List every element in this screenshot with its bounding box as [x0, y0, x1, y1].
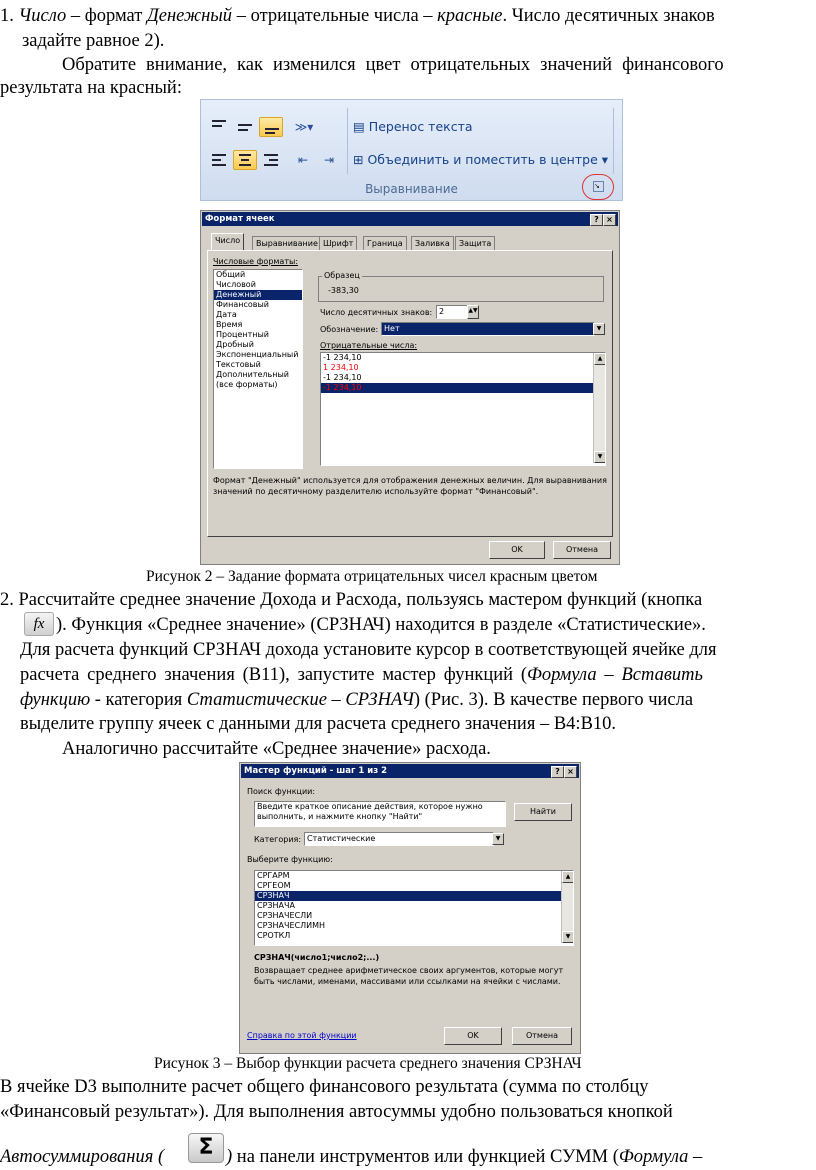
ribbon-separator [347, 108, 348, 174]
formats-list[interactable] [213, 269, 303, 469]
ok-button[interactable]: OK [444, 1027, 502, 1045]
para1-line2: задайте равное 2). [22, 31, 165, 51]
decimals-spinner[interactable]: ▲▼ [467, 305, 479, 319]
dialog-title: Формат ячеек [205, 214, 275, 224]
list-item[interactable]: СРЗНАЧ [255, 891, 573, 901]
description-line: значений по десятичному разделителю используйте формат "Финансовый". [213, 487, 539, 496]
text: – формат [66, 6, 147, 26]
tab-alignment[interactable]: Выравнивание [252, 236, 322, 250]
figure3-caption: Рисунок 3 – Выбор функции расчета среднего значения СРЗНАЧ [154, 1055, 582, 1072]
dialog-titlebar [202, 212, 618, 226]
list-item[interactable]: СРЗНАЧА [257, 901, 295, 910]
scroll-up-icon[interactable]: ▲ [594, 353, 606, 365]
decrease-indent-icon[interactable]: ⇤ [297, 153, 309, 167]
scroll-up-icon[interactable]: ▲ [562, 871, 574, 883]
list-item[interactable]: СРГАРМ [257, 871, 290, 880]
sample-value: -383,30 [328, 286, 359, 295]
launcher-highlight [582, 174, 614, 200]
scroll-down-icon[interactable]: ▼ [562, 931, 574, 943]
para2-line4 [20, 664, 703, 686]
para2-line7: Аналогично рассчитайте «Среднее значение» расхода. [62, 739, 491, 759]
chevron-down-icon[interactable]: ▼ [492, 833, 504, 845]
para1-line1 [0, 5, 715, 27]
orientation-icon[interactable]: ≫▾ [294, 120, 314, 134]
text: – отрицательные числа – [232, 6, 438, 26]
choose-function-label: Выберите функцию: [247, 855, 333, 864]
text: . Число десятичных знаков [502, 6, 715, 26]
decimals-input[interactable]: 2 [436, 305, 468, 319]
italic-text: Число [18, 6, 67, 26]
negative-numbers-list[interactable] [320, 352, 606, 466]
wrap-text-button[interactable]: ▤ Перенос текста [353, 119, 473, 134]
para2-line5 [20, 689, 693, 711]
tab-border[interactable]: Граница [363, 236, 407, 250]
para3-line1: В ячейке D3 выполните расчет общего финансового результата (сумма по столбцу [0, 1077, 649, 1097]
dialog-title: Мастер функций - шаг 1 из 2 [244, 766, 388, 776]
para2-line1: 2. Рассчитайте среднее значение Дохода и Расхода, пользуясь мастером функций (кнопка [0, 590, 703, 610]
increase-indent-icon[interactable]: ⇥ [323, 153, 335, 167]
description-line: Формат "Денежный" используется для отображения денежных величин. Для выравнивания [213, 476, 607, 485]
sample-label: Образец [324, 271, 360, 280]
list-item[interactable]: СРЗНАЧЕСЛИ [257, 911, 313, 920]
wrap-text-label: Перенос текста [368, 119, 473, 134]
list-item[interactable]: Экспоненциальный [216, 350, 299, 359]
function-wizard-dialog [239, 762, 581, 1054]
merge-center-label: Объединить и поместить в центре [367, 152, 598, 167]
help-link[interactable]: Справка по этой функции [247, 1031, 357, 1040]
para3-line3-rest [226, 1146, 702, 1168]
symbol-select[interactable]: Нет [381, 322, 595, 336]
para3-line2: «Финансовый результат»). Для выполнения автосуммы удобно пользоваться кнопкой [0, 1102, 673, 1122]
function-description-line: Возвращает среднее арифметическое своих аргументов, которые могут [254, 966, 564, 975]
italic-text: функцию [20, 690, 91, 710]
format-cells-dialog [200, 210, 620, 565]
italic-text: красные [437, 6, 503, 26]
italic-text: Формула – Вставить [527, 665, 703, 685]
find-button[interactable]: Найти [514, 803, 572, 821]
close-button[interactable]: × [564, 766, 577, 778]
scrollbar[interactable] [561, 871, 573, 943]
figure2-caption: Рисунок 2 – Задание формата отрицательных чисел красным цветом [146, 568, 598, 585]
launcher-icon[interactable]: ↘ [593, 181, 604, 192]
tab-fill[interactable]: Заливка [411, 236, 454, 250]
list-item[interactable]: -1 234,10 [323, 373, 362, 382]
function-description-line: быть числами, именами, массивами или ссылками на ячейки с числами. [254, 977, 561, 986]
italic-text: ) [226, 1147, 233, 1167]
formats-label: Числовые форматы: [213, 257, 299, 266]
search-label: Поиск функции: [247, 787, 316, 796]
list-item[interactable]: Финансовый [216, 300, 269, 309]
para2-line3: Для расчета функций СРЗНАЧ дохода установите курсор в соответствующей ячейке для [20, 640, 717, 660]
list-item[interactable]: СРГЕОМ [257, 881, 291, 890]
text: расчета среднего значения (В11), запустите мастер функций ( [20, 665, 528, 685]
para1-line3: Обратите внимание, как изменился цвет отрицательных значений финансового [62, 55, 724, 75]
para2-line2: ). Функция «Среднее значение» (СРЗНАЧ) находится в разделе «Статистические». [56, 615, 706, 635]
italic-text: Статистические – СРЗНАЧ [186, 690, 414, 710]
cancel-button[interactable]: Отмена [553, 541, 611, 559]
align-center-icon[interactable] [233, 150, 257, 170]
fx-icon: fx [24, 612, 54, 636]
negative-label: Отрицательные числа: [320, 341, 418, 350]
symbol-label: Обозначение: [320, 325, 379, 334]
list-item[interactable]: Общий [216, 270, 246, 279]
text: на панели инструментов или функцией СУММ ( [232, 1147, 619, 1167]
help-button[interactable]: ? [590, 214, 603, 226]
chevron-down-icon[interactable]: ▼ [593, 323, 605, 335]
close-button[interactable]: × [603, 214, 616, 226]
cancel-button[interactable]: Отмена [512, 1027, 572, 1045]
italic-text: Автосуммирования ( [0, 1147, 165, 1167]
list-item[interactable]: Дата [216, 310, 237, 319]
para2-line6: выделите группу ячеек с данными для расчета среднего значения – В4:В10. [20, 714, 617, 734]
list-item[interactable]: Числовой [216, 280, 256, 289]
list-number: 1. [0, 6, 14, 26]
para1-line4: результата на красный: [0, 78, 182, 98]
align-top-icon[interactable] [207, 117, 231, 137]
ribbon-alignment-group [200, 99, 623, 201]
search-input[interactable] [254, 801, 506, 827]
list-item[interactable]: Дополнительный [216, 370, 289, 379]
align-left-icon[interactable] [207, 150, 231, 170]
list-item[interactable]: (все форматы) [216, 380, 278, 389]
list-item[interactable]: -1 234,10 [323, 353, 362, 362]
para3-line3 [0, 1146, 164, 1168]
list-item[interactable]: СРОТКЛ [257, 931, 291, 940]
category-label: Категория: [254, 835, 302, 844]
functions-list[interactable] [254, 870, 574, 946]
search-text-line: выполнить, и нажмите кнопку "Найти" [257, 812, 423, 821]
list-item[interactable]: СРЗНАЧЕСЛИМН [257, 921, 326, 930]
group-label: Выравнивание [365, 182, 458, 196]
text: - категория [90, 690, 187, 710]
tab-number[interactable]: Число [211, 233, 244, 251]
list-item[interactable]: Дробный [216, 340, 254, 349]
list-item[interactable]: Время [216, 320, 243, 329]
ok-button[interactable]: OK [489, 541, 545, 559]
align-bottom-icon[interactable] [259, 117, 283, 137]
category-select[interactable]: Статистические [304, 832, 494, 846]
autosum-icon: Σ [188, 1133, 224, 1163]
list-item[interactable]: Текстовый [216, 360, 261, 369]
merge-center-button[interactable]: ⊞ Объединить и поместить в центре ▾ [353, 152, 609, 167]
function-signature: СРЗНАЧ(число1;число2;...) [254, 953, 380, 962]
decimals-label: Число десятичных знаков: [320, 308, 433, 317]
help-button[interactable]: ? [551, 766, 564, 778]
scroll-down-icon[interactable]: ▼ [594, 451, 606, 463]
text: ) (Рис. 3). В качестве первого числа [413, 690, 694, 710]
scrollbar[interactable] [593, 353, 605, 463]
list-item[interactable]: Процентный [216, 330, 269, 339]
dialog-titlebar [241, 764, 579, 778]
tab-font[interactable]: Шрифт [319, 236, 357, 250]
list-item[interactable]: 1 234,10 [323, 363, 359, 372]
list-item[interactable]: -1 234,10 [321, 383, 605, 393]
search-text-line: Введите краткое описание действия, которое нужно [257, 802, 483, 811]
italic-text: Денежный [146, 6, 233, 26]
ribbon-separator [613, 108, 614, 174]
italic-text: Формула – [618, 1147, 703, 1167]
tab-protection[interactable]: Защита [455, 236, 495, 250]
list-item[interactable]: Денежный [214, 290, 302, 300]
align-middle-icon[interactable] [233, 117, 257, 137]
align-right-icon[interactable] [259, 150, 283, 170]
